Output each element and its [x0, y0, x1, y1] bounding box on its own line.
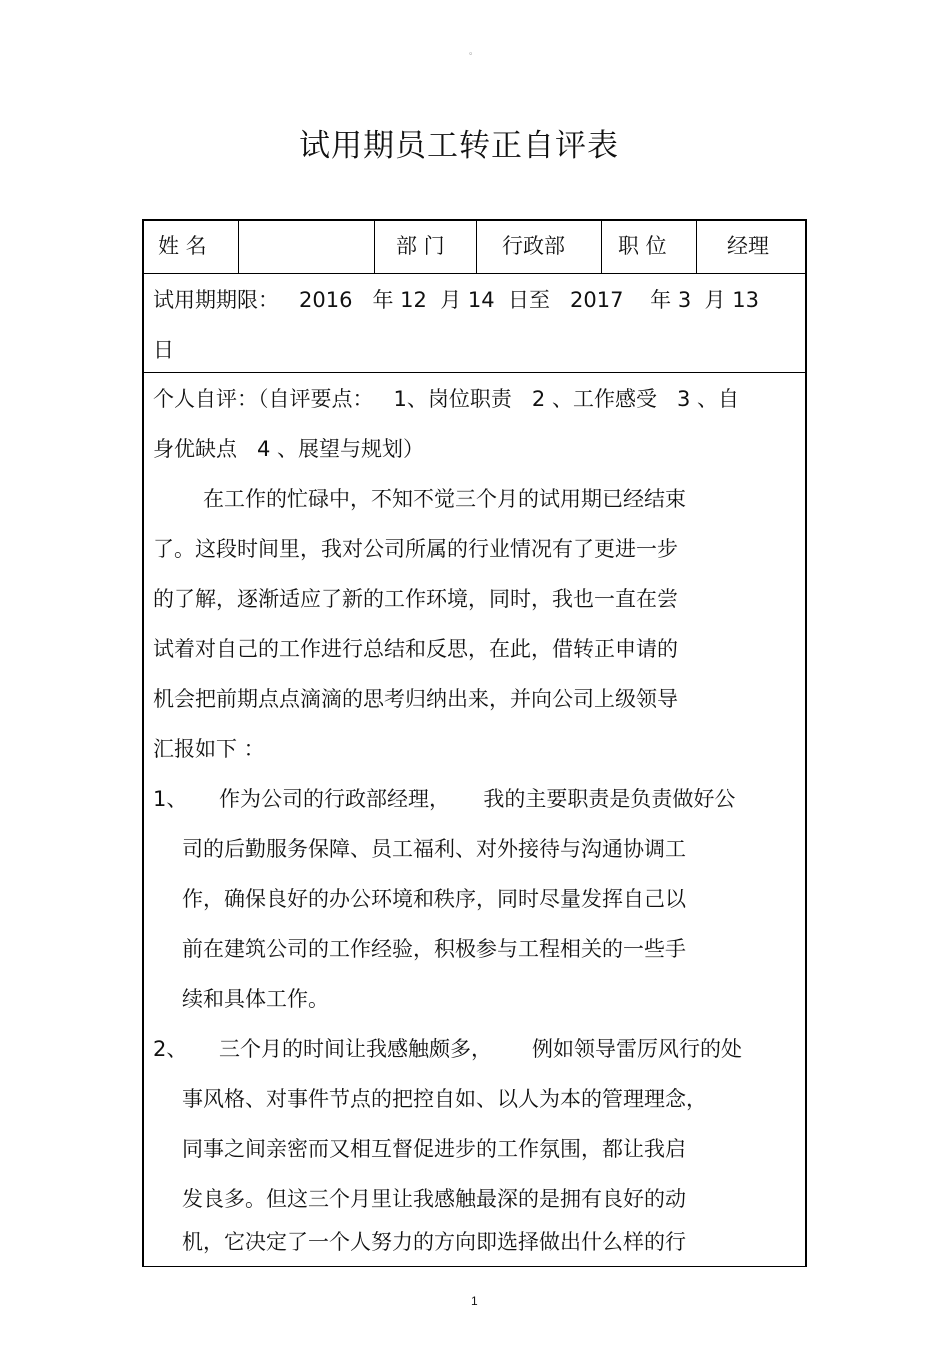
intro-line: 汇报如下 ：	[153, 737, 265, 761]
probation-period-row	[144, 273, 805, 373]
item-2-line: 发良多。但这三个月里让我感触最深的是拥有良好的动	[182, 1187, 686, 1211]
item-2-line: 事风格、对事件节点的把控自如、以人为本的管理理念，	[182, 1087, 707, 1111]
intro-line: 试着对自己的工作进行总结和反思，在此，借转正申请的	[153, 637, 678, 661]
header-mark: 。	[469, 47, 479, 57]
probation-period-line-2: 日	[153, 338, 174, 362]
evaluation-heading-line-1: 个人自评：（自评要点： 1、岗位职责 2 、工作感受 3 、自	[153, 387, 740, 411]
page-title: 试用期员工转正自评表	[299, 128, 619, 164]
item-2-line: 三个月的时间让我感触颇多， 例如领导雷厉风行的处	[219, 1037, 743, 1061]
name-field[interactable]	[239, 221, 375, 273]
info-row	[144, 221, 805, 274]
item-2-number: 2、	[153, 1037, 188, 1061]
intro-line: 的了解，逐渐适应了新的工作环境，同时，我也一直在尝	[153, 587, 678, 611]
item-1-line: 续和具体工作。	[182, 987, 329, 1011]
probation-period-line-1: 试用期期限： 2016 年 12 月 14 日至 2017 年 3 月 13	[153, 288, 759, 312]
item-2-line: 同事之间亲密而又相互督促进步的工作氛围，都让我启	[182, 1137, 686, 1161]
item-1-line: 作，确保良好的办公环境和秩序，同时尽量发挥自己以	[182, 887, 686, 911]
item-1-line: 前在建筑公司的工作经验，积极参与工程相关的一些手	[182, 937, 686, 961]
item-1-line: 作为公司的行政部经理， 我的主要职责是负责做好公	[219, 787, 736, 811]
dept-label: 部 门	[375, 221, 477, 273]
intro-line: 在工作的忙碌中，不知不觉三个月的试用期已经结束	[203, 487, 686, 511]
item-1-number: 1、	[153, 787, 188, 811]
evaluation-form	[142, 219, 807, 1267]
position-value: 经理	[727, 234, 769, 258]
item-1-line: 司的后勤服务保障、员工福利、对外接待与沟通协调工	[182, 837, 686, 861]
dept-value: 行政部	[477, 221, 602, 273]
position-label: 职 位	[602, 221, 697, 273]
evaluation-heading-line-2: 身优缺点 4 、展望与规划）	[153, 437, 425, 461]
name-label: 姓 名	[144, 221, 239, 273]
intro-line: 机会把前期点点滴滴的思考归纳出来，并向公司上级领导	[153, 687, 678, 711]
item-2-line: 机，它决定了一个人努力的方向即选择做出什么样的行	[182, 1230, 686, 1254]
page-number: 1	[471, 1294, 478, 1308]
intro-line: 了。这段时间里，我对公司所属的行业情况有了更进一步	[153, 537, 678, 561]
